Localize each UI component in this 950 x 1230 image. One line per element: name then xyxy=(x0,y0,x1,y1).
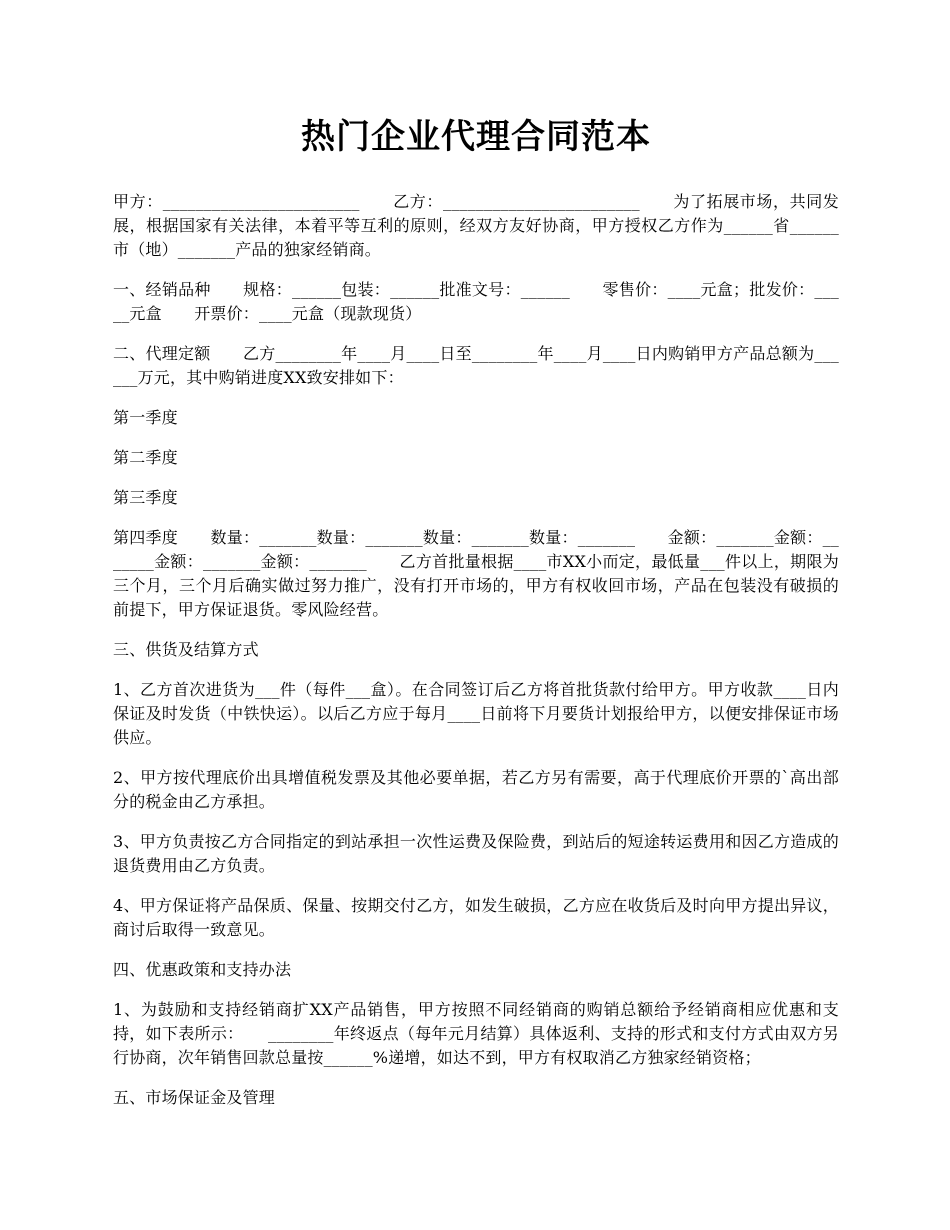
paragraph-section-3-item-4: 4、甲方保证将产品保质、保量、按期交付乙方，如发生破损，乙方应在收货后及时向甲方提出异议，商讨后取得一致意见。 xyxy=(113,896,839,939)
paragraph-parties-intro: 甲方：________________________ 乙方：________________________ 为了拓展市场，共同发展，根据国家有关法律，本着平等互利的原则，经双方友好协商，甲方授权乙方作为______省______市（地）_______产品的独家经销商。 xyxy=(113,192,839,259)
paragraph-quarter-2: 第二季度 xyxy=(113,448,178,467)
paragraph-section-3-item-2: 2、甲方按代理底价出具增值税发票及其他必要单据，若乙方另有需要，高于代理底价开票的`高出部分的税金由乙方承担。 xyxy=(113,768,839,811)
paragraph-section-3-item-3: 3、甲方负责按乙方合同指定的到站承担一次性运费及保险费，到站后的短途转运费用和因乙方造成的退货费用由乙方负责。 xyxy=(113,832,839,875)
paragraph-section-3-heading: 三、供货及结算方式 xyxy=(113,640,259,659)
paragraph-section-4-heading: 四、优惠政策和支持办法 xyxy=(113,960,292,979)
document-body xyxy=(113,112,839,1126)
document-title: 热门企业代理合同范本 xyxy=(301,117,651,157)
paragraph-section-1-products: 一、经销品种 规格：______包装：______批准文号：______ 零售价：____元盒；批发价：_____元盒 开票价：____元盒（现款现货） xyxy=(113,280,839,323)
paragraph-quarter-3: 第三季度 xyxy=(113,488,178,507)
paragraph-quarter-1: 第一季度 xyxy=(113,408,178,427)
paragraph-section-2-quota: 二、代理定额 乙方________年____月____日至________年____月____日内购销甲方产品总额为______万元，其中购销进度XX致安排如下： xyxy=(113,344,839,387)
paragraph-section-5-heading: 五、市场保证金及管理 xyxy=(113,1088,276,1107)
paragraph-section-4-item-1: 1、为鼓励和支持经销商扩XX产品销售，甲方按照不同经销商的购销总额给予经销商相应优惠和支持，如下表所示： ________年终返点（每年元月结算）具体返利、支持的形式和支付方式由双方另行协商，次年销售回款总量按______%递增，如达不到，甲方有权取消乙方独家经销资格； xyxy=(113,1000,839,1067)
paragraph-section-3-item-1: 1、乙方首次进货为___件（每件___盒）。在合同签订后乙方将首批货款付给甲方。甲方收款____日内保证及时发货（中铁快运）。以后乙方应于每月____日前将下月要货计划报给甲方，以便安排保证市场供应。 xyxy=(113,680,839,747)
paragraph-quarter-4: 第四季度 数量：_______数量：_______数量：_______数量：_______ 金额：_______金额：_______金额：_______金额：_______ 乙方首批量根据____市XX小而定，最低量___件以上，期限为三个月，三个月后确实做过努力推广，没有打开市场的，甲方有权收回市场，产品在包装没有破损的前提下，甲方保证退货。零风险经营。 xyxy=(113,528,839,619)
